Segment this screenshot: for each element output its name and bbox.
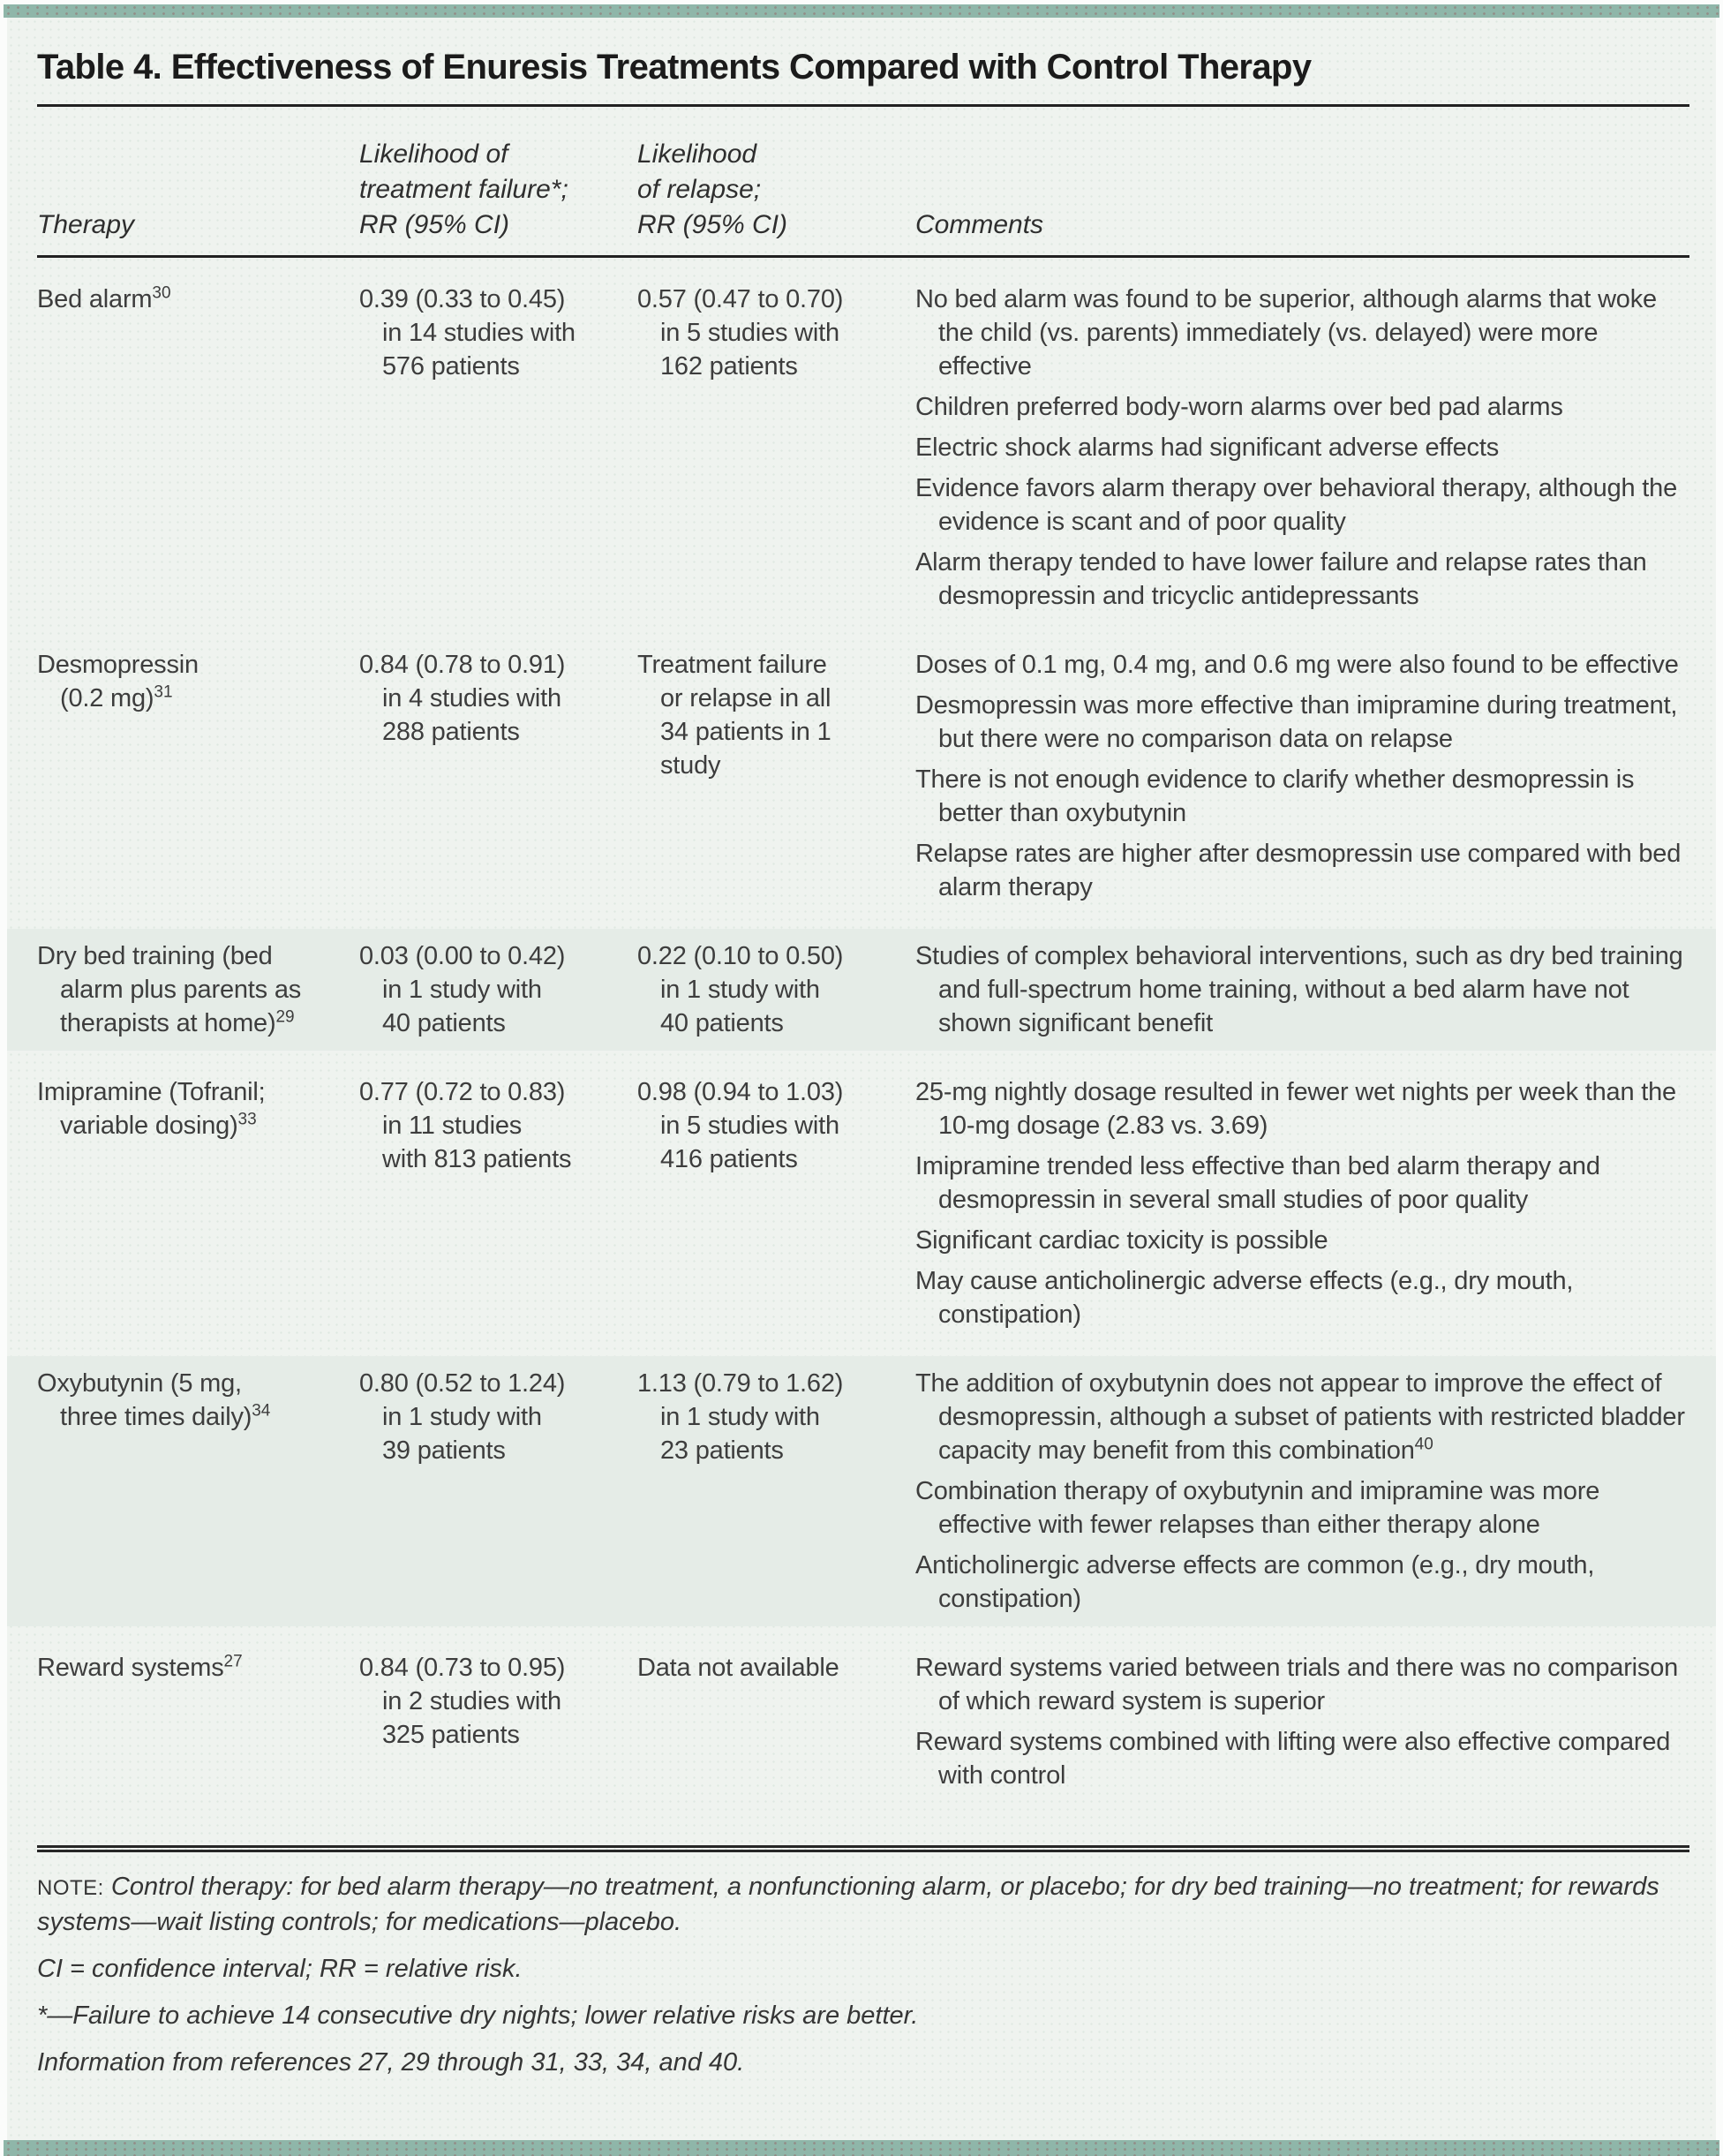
reference-superscript: 31 [154,682,173,702]
table-body [37,272,1689,1803]
comment-paragraph: Reward systems varied between trials and there was no comparison of which reward system is superior [915,1654,1679,1715]
table-row [7,637,1716,915]
comments-cell [915,939,1689,1040]
cell-line: 23 patients [660,1436,784,1465]
table-row [7,1640,1716,1803]
treatment-failure-cell [359,939,637,1040]
cell-line: 288 patients [382,718,520,746]
comments-cell [915,1367,1689,1616]
cell-line: or relapse in all [660,684,831,712]
table-row [7,929,1716,1051]
cell-line: 40 patients [660,1009,784,1037]
reference-superscript: 27 [223,1652,243,1671]
bottom-border-band [4,2140,1719,2156]
reference-superscript: 30 [152,283,171,303]
comment-paragraph: Alarm therapy tended to have lower failure and relapse rates than desmopressin and tricyclic antidepressants [915,548,1647,610]
treatment-failure-cell [359,283,637,613]
cell-line: Bed alarm$^{30}$ [37,283,171,313]
cell-line: 162 patients [660,352,798,381]
cell-line: alarm plus parents as [60,976,302,1004]
column-header-therapy: Therapy [37,210,135,239]
table-row [7,1065,1716,1342]
source-footnote: Information from references 27, 29 through 31, 33, 34, and 40. [37,2048,745,2077]
cell-line: Treatment failure [637,651,827,679]
comment-paragraph: May cause anticholinergic adverse effects (e.g., dry mouth, constipation) [915,1267,1574,1329]
therapy-cell [37,1075,359,1331]
column-header-comments: Comments [915,210,1044,239]
header-divider-rule [37,255,1689,258]
comment-paragraph: Electric shock alarms had significant adverse effects [915,433,1500,462]
cell-line: Dry bed training (bed [37,942,273,970]
cell-line: 0.77 (0.72 to 0.83) [359,1078,566,1106]
cell-line: in 2 studies with [382,1687,561,1715]
cell-line: in 11 studies [382,1112,523,1140]
table-row [7,272,1716,623]
cell-line: 1.13 (0.79 to 1.62) [637,1369,844,1398]
cell-line: 0.80 (0.52 to 1.24) [359,1369,566,1398]
cell-line: 325 patients [382,1721,520,1749]
therapy-cell [37,939,359,1040]
comment-paragraph: Reward systems combined with lifting were also effective compared with control [915,1728,1671,1790]
reference-superscript: 29 [275,1007,295,1027]
cell-line: in 5 studies with [660,319,839,347]
therapy-cell [37,283,359,613]
column-header-relapse: Likelihood of relapse; RR (95% CI) [637,139,788,239]
comment-paragraph: Relapse rates are higher after desmopressin use compared with bed alarm therapy [915,840,1682,901]
asterisk-footnote: *—Failure to achieve 14 consecutive dry nights; lower relative risks are better. [37,2001,919,2030]
relapse-cell [637,1651,915,1792]
column-header-treatment-failure: Likelihood of treatment failure*; RR (95% CI) [359,139,568,239]
comment-paragraph: Anticholinergic adverse effects are common (e.g., dry mouth, constipation) [915,1551,1595,1613]
cell-line: Oxybutynin (5 mg, [37,1369,242,1398]
treatment-failure-cell [359,1651,637,1792]
top-border-band [4,4,1719,18]
comment-paragraph: Doses of 0.1 mg, 0.4 mg, and 0.6 mg were also found to be effective [915,651,1679,679]
cell-line: variable dosing)$^{33}$ [60,1110,257,1140]
cell-line: (0.2 mg)$^{31}$ [60,682,173,712]
relapse-cell [637,648,915,904]
note-label: NOTE: [37,1876,104,1900]
cell-line: in 1 study with [382,976,542,1004]
therapy-cell [37,1651,359,1792]
comment-paragraph: Imipramine trended less effective than bed alarm therapy and desmopressin in several small studies of poor quality [915,1152,1600,1214]
cell-line: 0.57 (0.47 to 0.70) [637,285,844,313]
comment-paragraph: The addition of oxybutynin does not appear to improve the effect of desmopressin, although a subset of patients with restricted bladder capacity may benefit from this combination$^{40}$ [915,1369,1685,1465]
comment-paragraph: Combination therapy of oxybutynin and imipramine was more effective with fewer relapses than either therapy alone [915,1477,1600,1539]
relapse-cell [637,1075,915,1331]
cell-line: study [660,751,721,780]
note-footnote [37,1870,1689,1940]
cell-line: 34 patients in 1 [660,718,831,746]
note-text: Control therapy: for bed alarm therapy—no treatment, a nonfunctioning alarm, or placebo; for dry bed training—no treatment; for rewards systems—wait listing controls; for medications—placebo. [37,1873,1659,1936]
table-header-row [37,107,1689,255]
cell-line: in 1 study with [382,1403,542,1431]
comment-paragraph: Children preferred body-worn alarms over bed pad alarms [915,393,1563,421]
abbreviations-footnote: CI = confidence interval; RR = relative risk. [37,1955,523,1983]
comment-paragraph: Studies of complex behavioral interventions, such as dry bed training and full-spectrum home training, without a bed alarm have not shown significant benefit [915,942,1683,1037]
cell-line: in 5 studies with [660,1112,839,1140]
reference-superscript: 33 [237,1110,257,1129]
cell-line: Desmopressin [37,651,199,679]
comment-paragraph: Desmopressin was more effective than imipramine during treatment, but there were no comparison data on relapse [915,691,1678,753]
comment-paragraph: 25-mg nightly dosage resulted in fewer wet nights per week than the 10-mg dosage (2.83 vs. 3.69) [915,1078,1676,1140]
cell-line: 0.39 (0.33 to 0.45) [359,285,566,313]
therapy-cell [37,648,359,904]
cell-line: Imipramine (Tofranil; [37,1078,266,1106]
therapy-cell [37,1367,359,1616]
cell-line: 0.22 (0.10 to 0.50) [637,942,844,970]
cell-line: 0.98 (0.94 to 1.03) [637,1078,844,1106]
treatment-failure-cell [359,1367,637,1616]
cell-line: 0.03 (0.00 to 0.42) [359,942,566,970]
cell-line: 0.84 (0.73 to 0.95) [359,1654,566,1682]
table-row [7,1356,1716,1626]
treatment-failure-cell [359,648,637,904]
table-title: Table 4. Effectiveness of Enuresis Treatments Compared with Control Therapy [37,48,1312,87]
comments-cell [915,283,1689,613]
footer-double-rule [37,1845,1689,1852]
comments-cell [915,1651,1689,1792]
cell-line: therapists at home)$^{29}$ [60,1007,295,1037]
reference-superscript: 40 [1414,1435,1433,1454]
cell-line: in 1 study with [660,1403,820,1431]
treatment-failure-cell [359,1075,637,1331]
cell-line: in 4 studies with [382,684,561,712]
cell-line: in 14 studies with [382,319,576,347]
table-content-area [7,18,1716,2140]
cell-line: three times daily)$^{34}$ [60,1401,271,1431]
comments-cell [915,648,1689,904]
cell-line: Reward systems$^{27}$ [37,1652,243,1682]
relapse-cell [637,283,915,613]
cell-line: Data not available [637,1654,839,1682]
reference-superscript: 34 [252,1401,271,1421]
comment-paragraph: Significant cardiac toxicity is possible [915,1226,1328,1255]
relapse-cell [637,1367,915,1616]
comment-paragraph: No bed alarm was found to be superior, although alarms that woke the child (vs. parents) immediately (vs. delayed) were more effective [915,285,1657,381]
comments-cell [915,1075,1689,1331]
cell-line: in 1 study with [660,976,820,1004]
comment-paragraph: There is not enough evidence to clarify whether desmopressin is better than oxybutynin [915,765,1635,827]
comment-paragraph: Evidence favors alarm therapy over behavioral therapy, although the evidence is scant and of poor quality [915,474,1678,536]
cell-line: 576 patients [382,352,520,381]
cell-line: 39 patients [382,1436,506,1465]
cell-line: 40 patients [382,1009,506,1037]
relapse-cell [637,939,915,1040]
cell-line: with 813 patients [382,1145,572,1173]
cell-line: 416 patients [660,1145,798,1173]
table-footnotes [37,1870,1689,2080]
cell-line: 0.84 (0.78 to 0.91) [359,651,566,679]
